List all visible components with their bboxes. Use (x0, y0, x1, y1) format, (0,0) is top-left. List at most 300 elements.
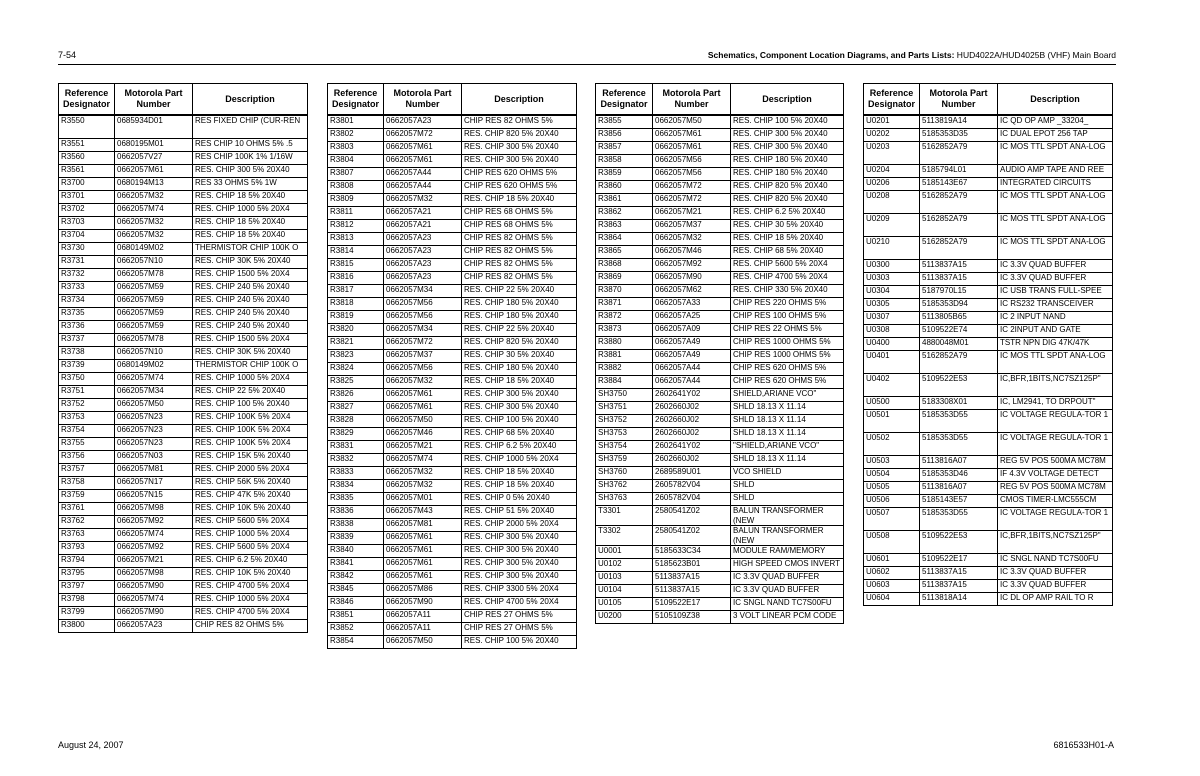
table-row (864, 456, 1113, 469)
description-cell: SHLD (731, 480, 844, 493)
part-number-cell: 0662057A21 (384, 207, 462, 220)
table-row (864, 237, 1113, 260)
reference-designator-cell: R3730 (59, 243, 115, 256)
description-cell: RES. CHIP 18 5% 20X40 (462, 376, 577, 389)
part-number-cell: 0662057M90 (384, 597, 462, 610)
part-number-cell: 2602641Y02 (653, 441, 731, 454)
page-header-title (708, 50, 1116, 60)
reference-designator-cell: R3802 (328, 129, 384, 142)
description-cell: CHIP RES 82 OHMS 5% (462, 259, 577, 272)
reference-designator-cell: R3834 (328, 480, 384, 493)
description-cell: RES. CHIP 100K 5% 20X4 (193, 412, 308, 425)
table-row (596, 311, 844, 324)
part-number-cell: 0662057A23 (384, 246, 462, 259)
part-number-cell: 0662057M74 (115, 529, 193, 542)
table-row (596, 298, 844, 311)
header-title-rest: HUD4022A/HUD4025B (VHF) Main Board (954, 50, 1116, 60)
part-number-cell: 0662057M61 (653, 142, 731, 155)
parts-table-4 (863, 83, 1113, 606)
description-cell: IC QD OP AMP _33204_ (998, 115, 1113, 129)
reference-designator-cell: R3756 (59, 451, 115, 464)
reference-designator-cell: R3872 (596, 311, 653, 324)
footer-date: August 24, 2007 (58, 740, 124, 750)
table-row (59, 295, 308, 308)
table-row (328, 428, 577, 441)
reference-designator-cell: R3758 (59, 477, 115, 490)
description-cell: RES. CHIP 2000 5% 20X4 (462, 519, 577, 532)
part-number-cell: 0662057M32 (384, 376, 462, 389)
reference-designator-cell: R3823 (328, 350, 384, 363)
table-row (864, 165, 1113, 178)
description-cell: RES. CHIP 18 5% 20X40 (462, 467, 577, 480)
reference-designator-cell: R3868 (596, 259, 653, 272)
part-number-cell: 5113819A14 (920, 115, 998, 129)
reference-designator-cell: R3799 (59, 607, 115, 620)
part-number-cell: 5185633C34 (653, 546, 731, 559)
part-number-cell: 5185143E57 (920, 495, 998, 508)
description-cell: RES. CHIP 300 5% 20X40 (462, 155, 577, 168)
reference-designator-cell: U0203 (864, 142, 920, 165)
part-number-cell: 0662057M92 (115, 516, 193, 529)
part-number-cell: 0662057M74 (115, 204, 193, 217)
description-cell: RES. CHIP 22 5% 20X40 (462, 324, 577, 337)
description-cell: CHIP RES 1000 OHMS 5% (731, 337, 844, 350)
table-row (59, 152, 308, 165)
col-description: Description (731, 84, 844, 116)
table-row (59, 282, 308, 295)
reference-designator-cell: R3845 (328, 584, 384, 597)
table-row (596, 259, 844, 272)
part-number-cell: 0662057M01 (384, 493, 462, 506)
part-number-cell: 0662057A49 (653, 350, 731, 363)
part-number-cell: 0662057M61 (384, 532, 462, 545)
reference-designator-cell: R3820 (328, 324, 384, 337)
part-number-cell: 5105109Z38 (653, 611, 731, 624)
reference-designator-cell: U0401 (864, 351, 920, 374)
reference-designator-cell: R3807 (328, 168, 384, 181)
part-number-cell: 5113837A15 (920, 260, 998, 273)
part-number-cell: 0662057A44 (384, 168, 462, 181)
reference-designator-cell: R3738 (59, 347, 115, 360)
description-cell: RES. CHIP 6.2 5% 20X40 (731, 207, 844, 220)
reference-designator-cell: R3827 (328, 402, 384, 415)
reference-designator-cell: U0308 (864, 325, 920, 338)
description-cell: RES CHIP 10 OHMS 5% .5 (193, 139, 308, 152)
reference-designator-cell: R3881 (596, 350, 653, 363)
part-number-cell: 0662057M59 (115, 282, 193, 295)
part-number-cell: 0662057M21 (115, 555, 193, 568)
reference-designator-cell: SH3750 (596, 389, 653, 402)
part-number-cell: 0662057N15 (115, 490, 193, 503)
description-cell: RES. CHIP 3300 5% 20X4 (462, 584, 577, 597)
part-number-cell: 0662057M72 (653, 194, 731, 207)
table-row (596, 220, 844, 233)
part-number-cell: 5109522E53 (920, 531, 998, 554)
table-row (59, 464, 308, 477)
reference-designator-cell: R3861 (596, 194, 653, 207)
part-number-cell: 0662057M74 (384, 454, 462, 467)
table-row (328, 207, 577, 220)
description-cell: RES. CHIP 100 5% 20X40 (731, 115, 844, 129)
part-number-cell: 5109522E53 (920, 374, 998, 397)
part-number-cell: 0662057M32 (384, 480, 462, 493)
reference-designator-cell: R3751 (59, 386, 115, 399)
reference-designator-cell: R3859 (596, 168, 653, 181)
table-row (328, 324, 577, 337)
description-cell: RES. CHIP 820 5% 20X40 (462, 337, 577, 350)
description-cell: RES. CHIP 300 5% 20X40 (462, 558, 577, 571)
description-cell: SHLD 18.13 X 11.14 (731, 454, 844, 467)
description-cell: IC 3.3V QUAD BUFFER (731, 572, 844, 585)
part-number-cell: 0662057A23 (384, 115, 462, 129)
table-row (596, 611, 844, 624)
description-cell: RES. CHIP 300 5% 20X40 (462, 402, 577, 415)
description-cell: RES. CHIP 100K 5% 20X4 (193, 425, 308, 438)
description-cell: RES. CHIP 4700 5% 20X4 (193, 581, 308, 594)
table-row (328, 155, 577, 168)
description-cell: CHIP RES 82 OHMS 5% (193, 620, 308, 633)
reference-designator-cell: U0210 (864, 237, 920, 260)
part-number-cell: 2602641Y02 (653, 389, 731, 402)
reference-designator-cell: U0202 (864, 129, 920, 142)
reference-designator-cell: U0001 (596, 546, 653, 559)
description-cell: RES CHIP 100K 1% 1/16W (193, 152, 308, 165)
part-number-cell: 0662057A49 (653, 337, 731, 350)
reference-designator-cell: R3865 (596, 246, 653, 259)
description-cell: RES. CHIP 22 5% 20X40 (462, 285, 577, 298)
reference-designator-cell: R3809 (328, 194, 384, 207)
reference-designator-cell: R3854 (328, 636, 384, 649)
part-number-cell: 0662057A21 (384, 220, 462, 233)
reference-designator-cell: U0104 (596, 585, 653, 598)
description-cell: RES. CHIP 180 5% 20X40 (462, 363, 577, 376)
table-row (864, 433, 1113, 456)
table-row (328, 441, 577, 454)
table-row (864, 531, 1113, 554)
reference-designator-cell: SH3762 (596, 480, 653, 493)
reference-designator-cell: R3873 (596, 324, 653, 337)
part-number-cell: 0662057M61 (384, 389, 462, 402)
part-number-cell: 0662057M32 (115, 217, 193, 230)
table-row (596, 585, 844, 598)
description-cell: RES. CHIP 6.2 5% 20X40 (462, 441, 577, 454)
part-number-cell: 5185143E67 (920, 178, 998, 191)
description-cell: IC 3.3V QUAD BUFFER (998, 273, 1113, 286)
part-number-cell: 0662057M81 (115, 464, 193, 477)
description-cell: RES. CHIP 100 5% 20X40 (193, 399, 308, 412)
part-number-cell: 0680149M02 (115, 243, 193, 256)
reference-designator-cell: R3732 (59, 269, 115, 282)
part-number-cell: 0662057M90 (115, 607, 193, 620)
description-cell: RES. CHIP 5600 5% 20X4 (731, 259, 844, 272)
description-cell: RES. CHIP 100K 5% 20X4 (193, 438, 308, 451)
reference-designator-cell: R3793 (59, 542, 115, 555)
part-number-cell: 0662057M61 (384, 571, 462, 584)
reference-designator-cell: R3797 (59, 581, 115, 594)
description-cell: AUDIO AMP TAPE AND REE (998, 165, 1113, 178)
description-cell: RES. CHIP 2000 5% 20X4 (193, 464, 308, 477)
table-row (596, 272, 844, 285)
col-reference-designator: Reference Designator (864, 84, 920, 116)
description-cell: RES. CHIP 1000 5% 20X4 (462, 454, 577, 467)
description-cell: CHIP RES 82 OHMS 5% (462, 246, 577, 259)
reference-designator-cell: R3813 (328, 233, 384, 246)
part-number-cell: 0662057M74 (115, 373, 193, 386)
table-row (328, 415, 577, 428)
part-number-cell: 5113837A15 (920, 567, 998, 580)
part-number-cell: 5185353D55 (920, 433, 998, 456)
reference-designator-cell: SH3760 (596, 467, 653, 480)
description-cell: IC USB TRANS FULL-SPEE (998, 286, 1113, 299)
description-cell: RES. CHIP 30 5% 20X40 (731, 220, 844, 233)
reference-designator-cell: R3737 (59, 334, 115, 347)
reference-designator-cell: R3824 (328, 363, 384, 376)
header-title-bold: Schematics, Component Location Diagrams, and Parts Lists: (707, 50, 955, 60)
part-number-cell: 0662057M78 (115, 269, 193, 282)
description-cell: RES. CHIP 100 5% 20X40 (462, 415, 577, 428)
table-row (864, 115, 1113, 129)
part-number-cell: 0662057M43 (384, 506, 462, 519)
part-number-cell: 5113837A15 (920, 580, 998, 593)
description-cell: "SHIELD,ARIANE VCO" (731, 441, 844, 454)
description-cell: IC VOLTAGE REGULA-TOR 1 (998, 508, 1113, 531)
reference-designator-cell: U0508 (864, 531, 920, 554)
table-row (596, 142, 844, 155)
description-cell: CHIP RES 620 OHMS 5% (731, 376, 844, 389)
description-cell: RES. CHIP 68 5% 20X40 (731, 246, 844, 259)
reference-designator-cell: U0305 (864, 299, 920, 312)
table-row (596, 546, 844, 559)
part-number-cell: 5113816A07 (920, 482, 998, 495)
parts-table-3 (595, 83, 844, 624)
description-cell: VCO SHIELD (731, 467, 844, 480)
reference-designator-cell: R3816 (328, 272, 384, 285)
part-number-cell: 0662057M92 (653, 259, 731, 272)
table-row (864, 260, 1113, 273)
part-number-cell: 5109522E74 (920, 325, 998, 338)
table-row (59, 139, 308, 152)
description-cell: RES. CHIP 300 5% 20X40 (462, 545, 577, 558)
reference-designator-cell: R3851 (328, 610, 384, 623)
table-row (59, 230, 308, 243)
reference-designator-cell: R3804 (328, 155, 384, 168)
table-row (596, 285, 844, 298)
col-motorola-part-number: Motorola Part Number (115, 84, 193, 116)
col-reference-designator: Reference Designator (328, 84, 384, 116)
part-number-cell: 0662057N23 (115, 438, 193, 451)
reference-designator-cell: R3841 (328, 558, 384, 571)
table-row (59, 321, 308, 334)
table-row (328, 285, 577, 298)
table-row (596, 207, 844, 220)
part-number-cell: 2602660J02 (653, 454, 731, 467)
reference-designator-cell: R3884 (596, 376, 653, 389)
col-reference-designator: Reference Designator (596, 84, 653, 116)
reference-designator-cell: R3551 (59, 139, 115, 152)
reference-designator-cell: R3836 (328, 506, 384, 519)
description-cell: BALUN TRANSFORMER (NEW (731, 526, 844, 546)
description-cell: RES. CHIP 47K 5% 20X40 (193, 490, 308, 503)
table-row (864, 554, 1113, 567)
description-cell: RES. CHIP 4700 5% 20X4 (731, 272, 844, 285)
reference-designator-cell: R3855 (596, 115, 653, 129)
description-cell: RES. CHIP 6.2 5% 20X40 (193, 555, 308, 568)
table-row (328, 272, 577, 285)
reference-designator-cell: R3704 (59, 230, 115, 243)
part-number-cell: 0662057A25 (653, 311, 731, 324)
table-row (328, 168, 577, 181)
part-number-cell: 0662057M74 (115, 594, 193, 607)
part-number-cell: 0662057N03 (115, 451, 193, 464)
reference-designator-cell: R3733 (59, 282, 115, 295)
table-row (328, 233, 577, 246)
table-row (328, 363, 577, 376)
description-cell: CHIP RES 68 OHMS 5% (462, 220, 577, 233)
description-cell: RES. CHIP 820 5% 20X40 (731, 194, 844, 207)
table-row (328, 610, 577, 623)
table-row (59, 438, 308, 451)
part-number-cell: 5113837A15 (653, 572, 731, 585)
table-row (596, 129, 844, 142)
reference-designator-cell: U0501 (864, 410, 920, 433)
table-row (328, 389, 577, 402)
description-cell: REG 5V POS 500MA MC78M (998, 482, 1113, 495)
description-cell: IF 4.3V VOLTAGE DETECT (998, 469, 1113, 482)
table-row (596, 337, 844, 350)
reference-designator-cell: T3301 (596, 506, 653, 526)
table-row (864, 374, 1113, 397)
part-number-cell: 0662057A23 (384, 259, 462, 272)
description-cell: RES. CHIP 240 5% 20X40 (193, 321, 308, 334)
part-number-cell: 0662057N10 (115, 256, 193, 269)
part-number-cell: 0662057M90 (653, 272, 731, 285)
part-number-cell: 0662057V27 (115, 152, 193, 165)
reference-designator-cell: U0307 (864, 312, 920, 325)
part-number-cell: 0662057M61 (653, 129, 731, 142)
part-number-cell: 0662057M72 (384, 129, 462, 142)
table-row (59, 115, 308, 139)
table-row (328, 142, 577, 155)
description-cell: RES. CHIP 68 5% 20X40 (462, 428, 577, 441)
part-number-cell: 5113805B65 (920, 312, 998, 325)
description-cell: IC 3.3V QUAD BUFFER (998, 567, 1113, 580)
part-number-cell: 5185794L01 (920, 165, 998, 178)
table-row (596, 194, 844, 207)
table-row (59, 334, 308, 347)
table-row (328, 584, 577, 597)
description-cell: RES. CHIP 10K 5% 20X40 (193, 568, 308, 581)
table-row (328, 129, 577, 142)
part-number-cell: 2605782V04 (653, 493, 731, 506)
reference-designator-cell: R3862 (596, 207, 653, 220)
description-cell: IC 3.3V QUAD BUFFER (998, 580, 1113, 593)
table-row (596, 363, 844, 376)
description-cell: CHIP RES 82 OHMS 5% (462, 272, 577, 285)
description-cell: RES. CHIP 1000 5% 20X4 (193, 373, 308, 386)
table-row (328, 402, 577, 415)
description-cell: IC MOS TTL SPDT ANA-LOG (998, 142, 1113, 165)
description-cell: RES. CHIP 18 5% 20X40 (193, 191, 308, 204)
table-row (864, 286, 1113, 299)
description-cell: RES. CHIP 56K 5% 20X40 (193, 477, 308, 490)
reference-designator-cell: R3731 (59, 256, 115, 269)
part-number-cell: 0662057A44 (653, 376, 731, 389)
description-cell: RES. CHIP 22 5% 20X40 (193, 386, 308, 399)
part-number-cell: 5185353D35 (920, 129, 998, 142)
reference-designator-cell: U0200 (596, 611, 653, 624)
col-motorola-part-number: Motorola Part Number (384, 84, 462, 116)
table-row (59, 568, 308, 581)
part-number-cell: 0680149M02 (115, 360, 193, 373)
description-cell: RES. CHIP 300 5% 20X40 (193, 165, 308, 178)
description-cell: IC SNGL NAND TC7S00FU (731, 598, 844, 611)
part-number-cell: 0662057M61 (115, 165, 193, 178)
part-number-cell: 0662057M32 (384, 467, 462, 480)
description-cell: RES. CHIP 4700 5% 20X4 (193, 607, 308, 620)
part-number-cell: 0662057M56 (384, 298, 462, 311)
description-cell: IC 3.3V QUAD BUFFER (731, 585, 844, 598)
part-number-cell: 0662057M98 (115, 568, 193, 581)
table-row (328, 259, 577, 272)
table-row (59, 451, 308, 464)
description-cell: IC,BFR,1BITS,NC7SZ125P" (998, 374, 1113, 397)
reference-designator-cell: R3803 (328, 142, 384, 155)
description-cell: RES. CHIP 5600 5% 20X4 (193, 516, 308, 529)
description-cell: RES. CHIP 1500 5% 20X4 (193, 269, 308, 282)
table-row (59, 594, 308, 607)
description-cell: CHIP RES 27 OHMS 5% (462, 610, 577, 623)
table-row (864, 593, 1113, 606)
reference-designator-cell: U0402 (864, 374, 920, 397)
header-row (328, 84, 577, 116)
col-reference-designator: Reference Designator (59, 84, 115, 116)
col-motorola-part-number: Motorola Part Number (653, 84, 731, 116)
description-cell: RES. CHIP 15K 5% 20X40 (193, 451, 308, 464)
description-cell: IC 2 INPUT NAND (998, 312, 1113, 325)
reference-designator-cell: R3795 (59, 568, 115, 581)
table-row (59, 360, 308, 373)
description-cell: IC MOS TTL SPDT ANA-LOG (998, 237, 1113, 260)
table-row (596, 350, 844, 363)
table-row (596, 506, 844, 526)
table-row (864, 273, 1113, 286)
table-row (59, 490, 308, 503)
part-number-cell: 0662057M59 (115, 308, 193, 321)
description-cell: RES. CHIP 300 5% 20X40 (462, 532, 577, 545)
table-row (328, 454, 577, 467)
description-cell: RES. CHIP 820 5% 20X40 (731, 181, 844, 194)
table-row (59, 516, 308, 529)
table-row (596, 428, 844, 441)
table-row (596, 598, 844, 611)
table-row (328, 220, 577, 233)
part-number-cell: 0662057M21 (653, 207, 731, 220)
part-number-cell: 0662057A44 (653, 363, 731, 376)
part-number-cell: 0662057M81 (384, 519, 462, 532)
part-number-cell: 4880048M01 (920, 338, 998, 351)
reference-designator-cell: R3757 (59, 464, 115, 477)
part-number-cell: 2602660J02 (653, 415, 731, 428)
reference-designator-cell: U0209 (864, 214, 920, 237)
reference-designator-cell: U0507 (864, 508, 920, 531)
reference-designator-cell: R3835 (328, 493, 384, 506)
reference-designator-cell: SH3751 (596, 402, 653, 415)
table-row (596, 155, 844, 168)
part-number-cell: 5185623B01 (653, 559, 731, 572)
reference-designator-cell: R3753 (59, 412, 115, 425)
table-row (59, 555, 308, 568)
description-cell: RES. CHIP 240 5% 20X40 (193, 295, 308, 308)
